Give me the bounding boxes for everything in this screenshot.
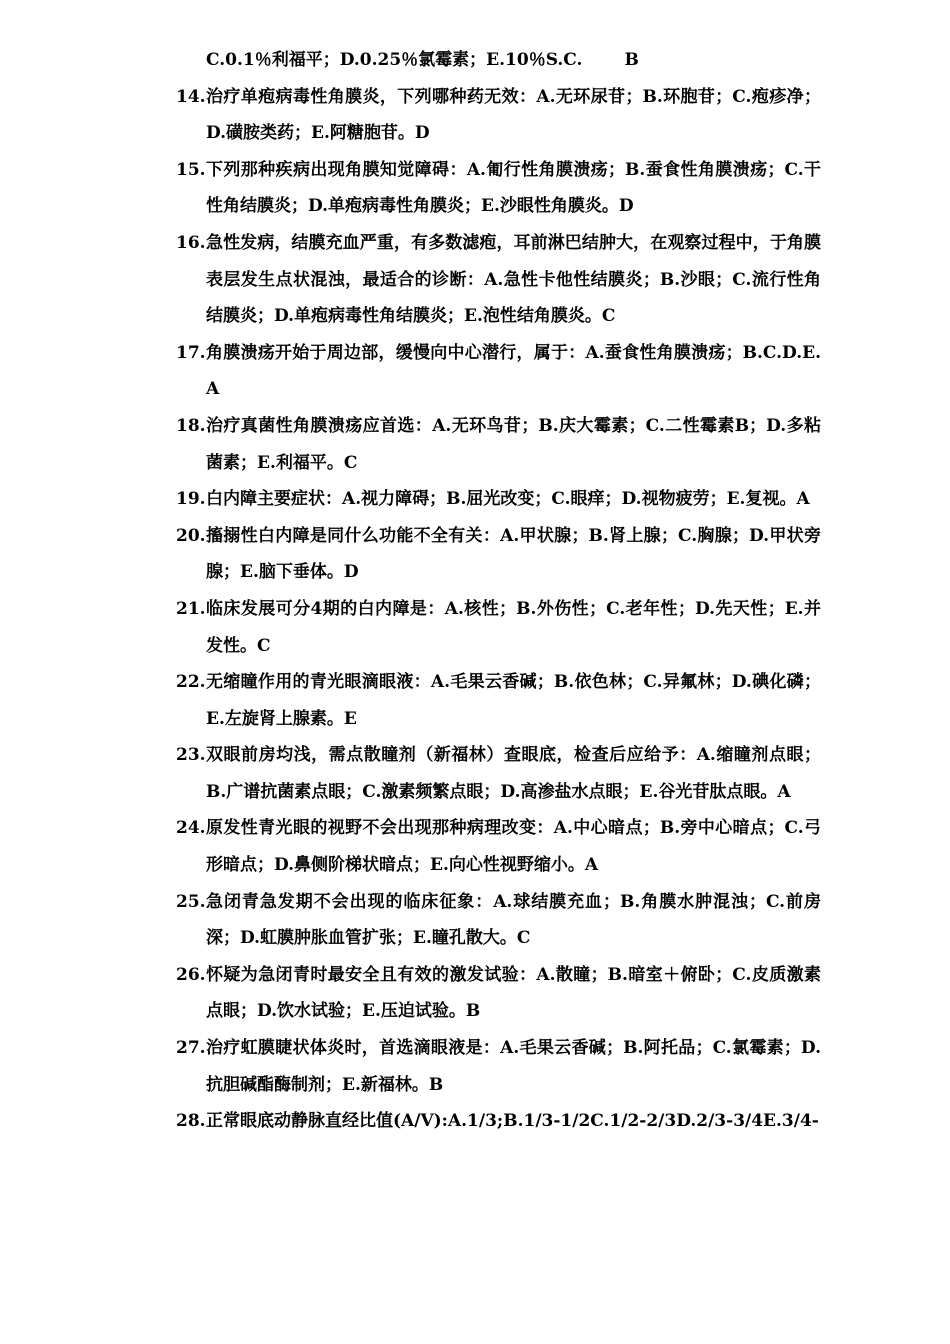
question-number: 14. <box>176 86 206 107</box>
question-item <box>176 1030 821 1103</box>
question-text: 正常眼底动静脉直经比值(A/V):A.1/3;B.1/3-1/2C.1/2-2/3D.2/3-3/4E.3/4- <box>206 1111 819 1132</box>
questions-container <box>176 79 821 1140</box>
question-text: 急闭青急发期不会出现的临床征象：A.球结膜充血；B.角膜水肿混浊；C.前房深；D.虹膜肿胀血管扩张；E.瞳孔散大。C <box>206 891 821 949</box>
question-text: 搐搦性白内障是同什么功能不全有关：A.甲状腺；B.肾上腺；C.胸腺；D.甲状旁腺；E.脑下垂体。D <box>206 525 821 583</box>
question-item <box>176 408 821 481</box>
question-item <box>176 884 821 957</box>
question-item <box>176 1103 821 1140</box>
question-text: 无缩瞳作用的青光眼滴眼液：A.毛果云香碱；B.依色林；C.异氟林；D.碘化磷；E.左旋肾上腺素。E <box>206 672 821 729</box>
question-number: 24. <box>176 818 206 839</box>
question-number: 25. <box>176 891 206 912</box>
question-text: 治疗真菌性角膜溃疡应首选：A.无环鸟苷；B.庆大霉素；C.二性霉素B；D.多粘菌素；E.利福平。C <box>206 415 821 473</box>
question-number: 26. <box>176 964 206 985</box>
continuation-text: C.0.1％利福平；D.0.25％氯霉素；E.10％S.C. <box>206 50 583 70</box>
question-item <box>176 664 821 737</box>
question-number: 22. <box>176 672 206 693</box>
question-number: 20. <box>176 525 206 546</box>
question-number: 21. <box>176 598 206 619</box>
question-item <box>176 518 821 591</box>
question-text: 原发性青光眼的视野不会出现那种病理改变：A.中心暗点；B.旁中心暗点；C.弓形暗点；D.鼻侧阶梯状暗点；E.向心性视野缩小。A <box>206 818 821 876</box>
question-item <box>176 481 821 518</box>
question-text: 治疗虹膜睫状体炎时，首选滴眼液是：A.毛果云香碱；B.阿托品；C.氯霉素；D.抗胆碱酯酶制剂；E.新福林。B <box>206 1038 821 1095</box>
question-item <box>176 335 821 408</box>
question-number: 28. <box>176 1111 206 1132</box>
question-text: 下列那种疾病出现角膜知觉障碍：A.匍行性角膜溃疡；B.蚕食性角膜溃疡；C.干性角结膜炎；D.单疱病毒性角膜炎；E.沙眼性角膜炎。D <box>206 159 821 217</box>
question-number: 27. <box>176 1038 206 1059</box>
question-text: 双眼前房均浅，需点散瞳剂（新福林）查眼底，检查后应给予：A.缩瞳剂点眼；B.广谱抗菌素点眼；C.激素频繁点眼；D.高渗盐水点眼；E.谷光苷肽点眼。A <box>206 745 821 802</box>
question-number: 18. <box>176 415 206 436</box>
question-item <box>176 79 821 152</box>
question-item <box>176 810 821 883</box>
question-item <box>176 591 821 664</box>
question-number: 19. <box>176 489 206 510</box>
question-number: 16. <box>176 232 206 253</box>
question-text: 临床发展可分4期的白内障是：A.核性；B.外伤性；C.老年性；D.先天性；E.并发性。C <box>206 598 821 656</box>
question-item <box>176 152 821 225</box>
question-text: 角膜溃疡开始于周边部，缓慢向中心潜行，属于：A.蚕食性角膜溃疡；B.C.D.E. A <box>206 342 821 400</box>
question-item <box>176 957 821 1030</box>
question-text: 急性发病，结膜充血严重，有多数滤疱，耳前淋巴结肿大，在观察过程中，于角膜表层发生点状混浊，最适合的诊断：A.急性卡他性结膜炎；B.沙眼；C.流行性角结膜炎；D.单疱病毒性角结膜炎；E.泡性结角膜炎。C <box>206 232 821 327</box>
question-number: 17. <box>176 342 206 363</box>
question-list <box>176 42 821 1140</box>
continuation-line <box>176 42 821 79</box>
continuation-answer: B <box>624 50 639 70</box>
question-item <box>176 225 821 335</box>
question-text: 怀疑为急闭青时最安全且有效的激发试验：A.散瞳；B.暗室＋俯卧；C.皮质激素点眼；D.饮水试验；E.压迫试验。B <box>206 964 821 1022</box>
question-item <box>176 737 821 810</box>
question-number: 23. <box>176 745 206 766</box>
question-number: 15. <box>176 159 206 180</box>
question-text: 治疗单疱病毒性角膜炎，下列哪种药无效：A.无环尿苷；B.环胞苷；C.疱疹净；D.磺胺类药；E.阿糖胞苷。D <box>206 86 821 144</box>
question-text: 白内障主要症状：A.视力障碍；B.屈光改变；C.眼痒；D.视物疲劳；E.复视。A <box>206 489 810 510</box>
